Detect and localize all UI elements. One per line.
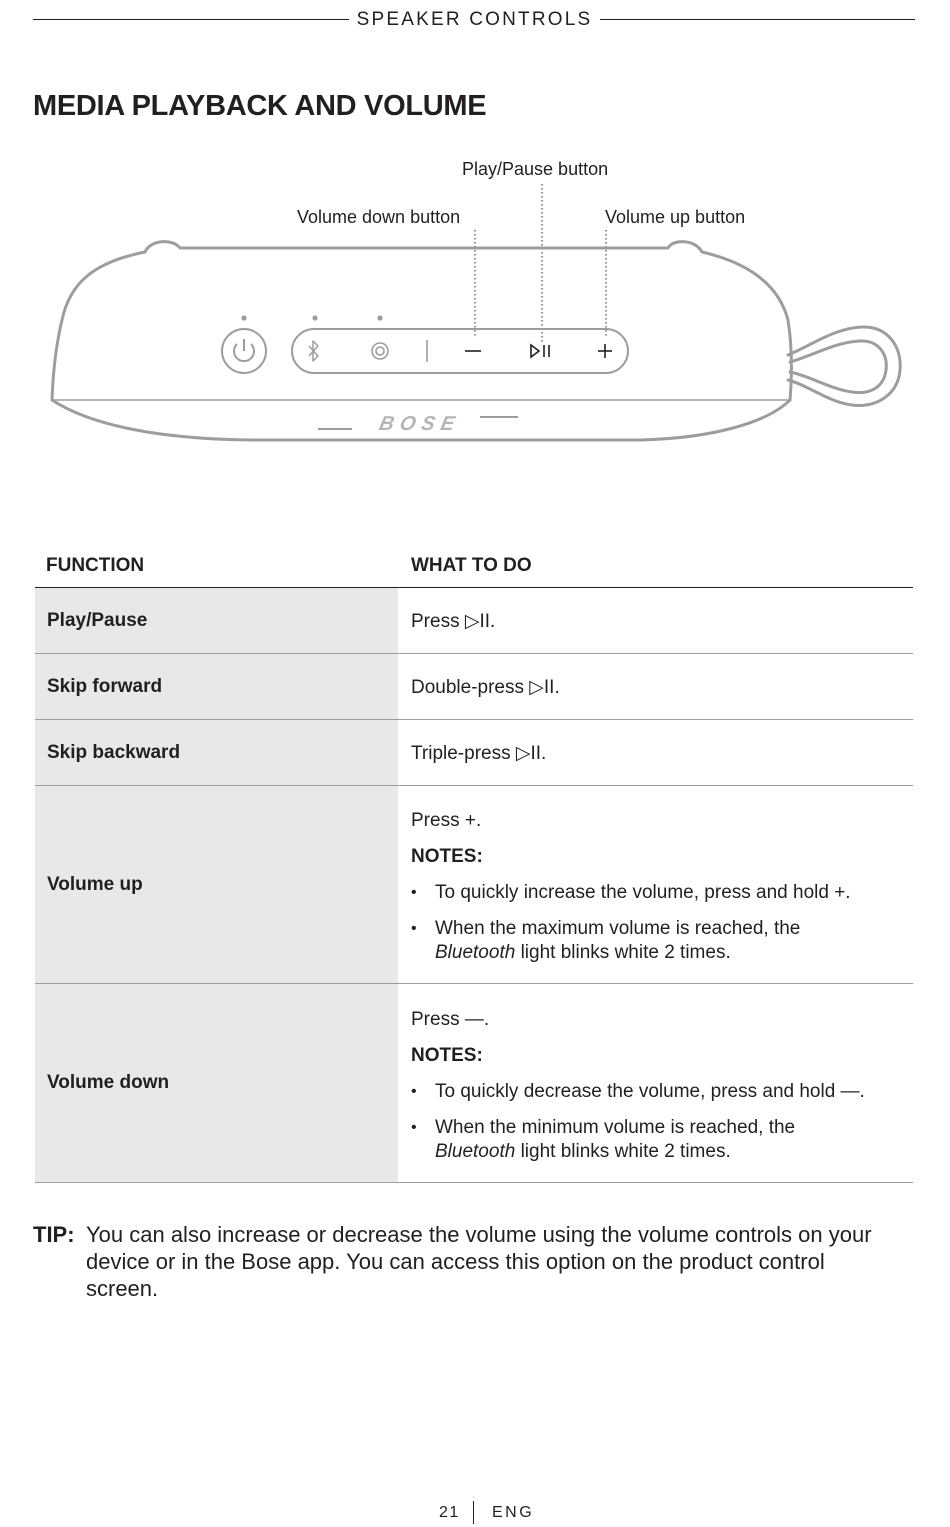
note-text: light blinks white 2 times. xyxy=(515,942,731,963)
action-text: Press ▷II. xyxy=(411,611,496,632)
status-lights xyxy=(241,315,382,320)
notes-label: NOTES: xyxy=(411,846,483,867)
notes-label: NOTES: xyxy=(411,1045,483,1066)
note-text: When the minimum volume is reached, the xyxy=(435,1117,796,1138)
bullet: • xyxy=(411,1083,417,1100)
bluetooth-term: Bluetooth xyxy=(435,942,516,963)
plus-icon xyxy=(598,344,612,358)
note-text: light blinks white 2 times. xyxy=(515,1141,731,1162)
function-cell: Play/Pause xyxy=(35,588,398,653)
table-row xyxy=(35,654,913,720)
bluetooth-term: Bluetooth xyxy=(435,1141,516,1162)
bluetooth-icon xyxy=(309,341,318,361)
callout-play-pause: Play/Pause button xyxy=(462,159,609,179)
callout-volume-up: Volume up button xyxy=(605,207,746,227)
table-header xyxy=(35,550,913,588)
bose-logo xyxy=(318,413,518,435)
page-number: 21 xyxy=(439,1504,460,1521)
note-text: When the maximum volume is reached, the xyxy=(435,918,801,939)
action-text: Double-press ▷II. xyxy=(411,677,560,698)
speaker-outline xyxy=(52,242,900,440)
page-title: MEDIA PLAYBACK AND VOLUME xyxy=(33,90,487,122)
bullet: • xyxy=(411,920,417,937)
table-row xyxy=(35,984,913,1183)
header-what-to-do: WHAT TO DO xyxy=(411,555,532,576)
action-text: Press +. xyxy=(411,810,482,831)
function-cell: Skip forward xyxy=(35,654,398,719)
action-text: Press —. xyxy=(411,1009,490,1030)
tip-text: You can also increase or decrease the volume using the volume controls on your device or in the Bose app. You can access this option on the product control screen. xyxy=(86,1222,872,1301)
speaker-diagram xyxy=(0,150,950,460)
section-header-label: SPEAKER CONTROLS xyxy=(356,9,593,30)
action-text: Triple-press ▷II. xyxy=(411,743,547,764)
note-text: To quickly decrease the volume, press and hold —. xyxy=(435,1081,865,1102)
language-label: ENG xyxy=(492,1504,535,1521)
header-function: FUNCTION xyxy=(46,555,145,576)
header-rule-left xyxy=(33,19,349,20)
svg-text:BOSE: BOSE xyxy=(377,413,463,435)
page-footer xyxy=(0,1501,950,1527)
bullet: • xyxy=(411,1119,417,1136)
power-icon xyxy=(222,329,266,373)
note-text: To quickly increase the volume, press and hold +. xyxy=(435,882,851,903)
source-icon xyxy=(372,343,388,359)
function-table xyxy=(35,550,913,1183)
play-pause-icon xyxy=(531,345,549,357)
note-continuation xyxy=(435,1140,731,1164)
footer-divider xyxy=(473,1501,474,1524)
table-row xyxy=(35,588,913,654)
header-rule-right xyxy=(600,19,915,20)
note-continuation xyxy=(435,941,731,965)
function-cell: Volume up xyxy=(35,786,398,983)
table-row xyxy=(35,786,913,984)
function-cell: Volume down xyxy=(35,984,398,1182)
tip-label: TIP: xyxy=(33,1222,75,1247)
control-bar xyxy=(292,329,628,373)
section-header xyxy=(33,8,915,32)
callout-leader-lines xyxy=(475,184,606,342)
callout-volume-down: Volume down button xyxy=(297,207,461,227)
table-row xyxy=(35,720,913,786)
bullet: • xyxy=(411,884,417,901)
function-cell: Skip backward xyxy=(35,720,398,785)
